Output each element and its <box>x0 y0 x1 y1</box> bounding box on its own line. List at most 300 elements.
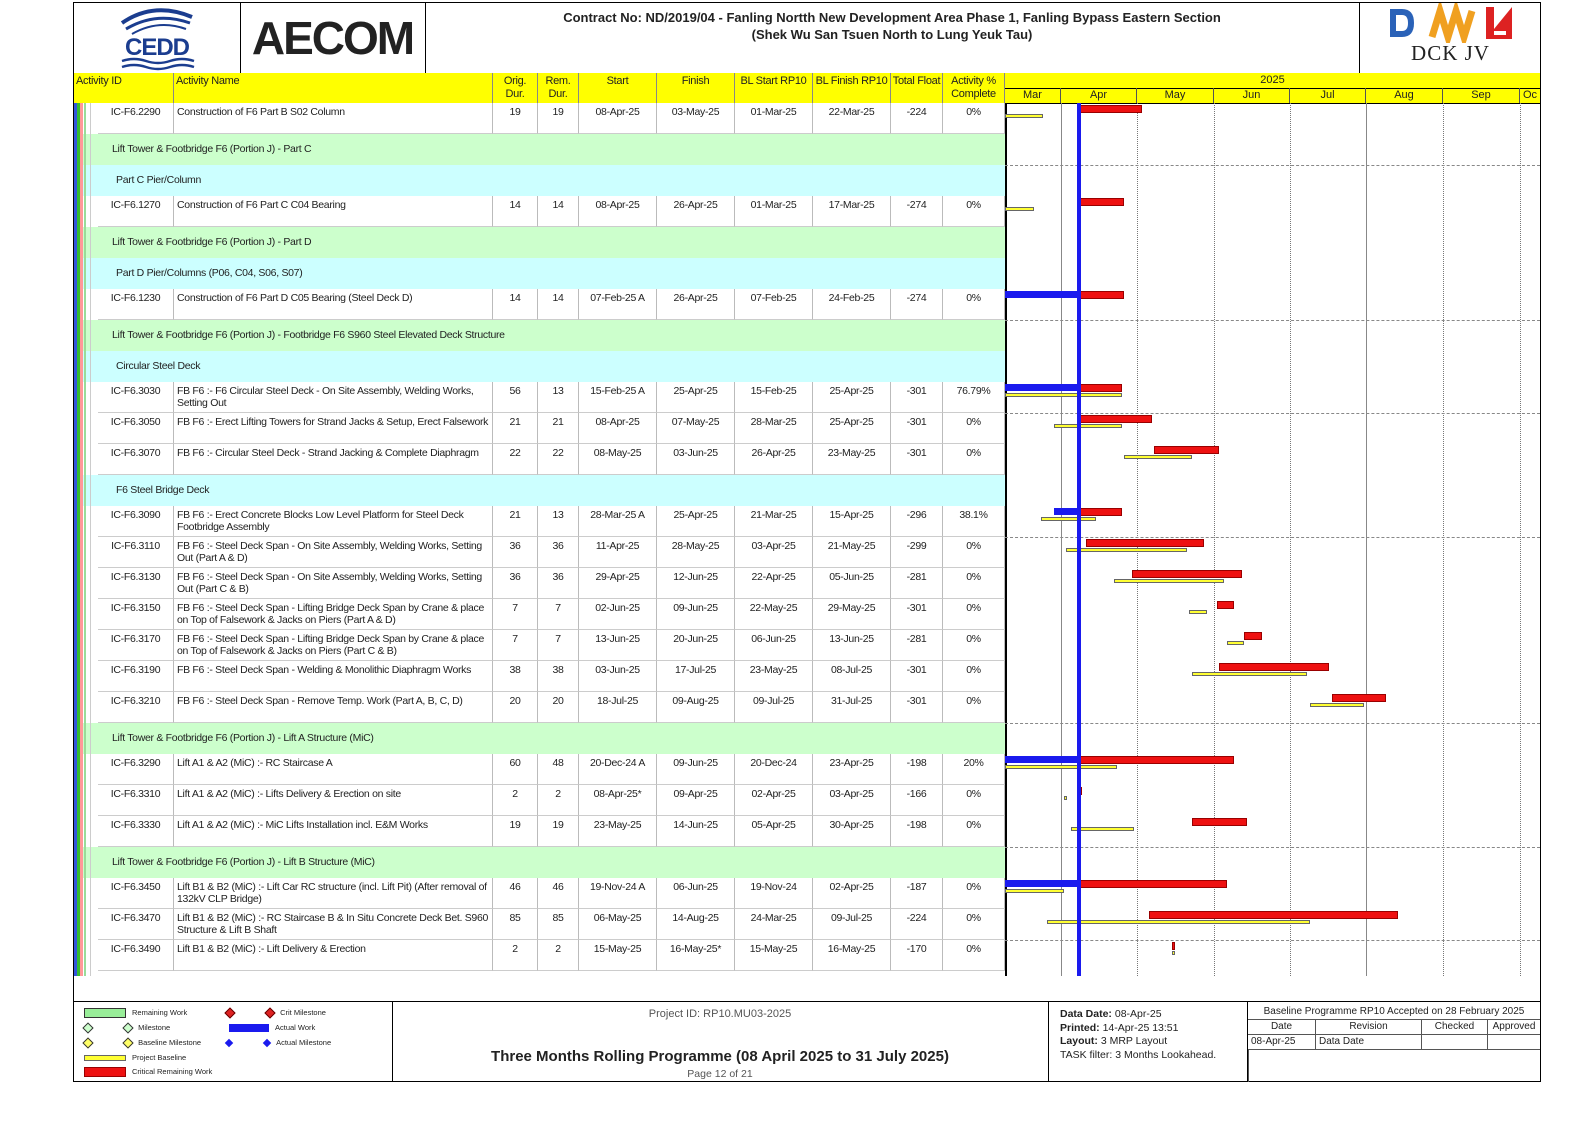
cell-tf: -301 <box>891 661 943 692</box>
cell-bls: 05-Apr-25 <box>735 816 813 847</box>
programme-sheet <box>73 2 1541 1082</box>
wbs-group-row <box>74 320 1005 351</box>
gantt-band-line <box>1005 723 1540 724</box>
cell-tf: -166 <box>891 785 943 816</box>
cell-name: Construction of F6 Part B S02 Column <box>174 103 493 134</box>
cell-pct: 0% <box>943 289 1005 320</box>
cell-start: 28-Mar-25 A <box>579 506 657 537</box>
cell-tf: -296 <box>891 506 943 537</box>
cell-tf: -224 <box>891 103 943 134</box>
cell-blf: 25-Apr-25 <box>813 413 891 444</box>
cell-orig: 21 <box>493 506 538 537</box>
cell-bls: 15-May-25 <box>735 940 813 971</box>
activity-row[interactable] <box>74 940 1005 971</box>
activity-row[interactable] <box>74 103 1005 134</box>
cell-finish: 03-Jun-25 <box>657 444 735 475</box>
activity-row[interactable] <box>74 878 1005 909</box>
cell-rem: 38 <box>538 661 579 692</box>
cell-bls: 02-Apr-25 <box>735 785 813 816</box>
cell-start: 15-Feb-25 A <box>579 382 657 413</box>
cell-name: FB F6 :- Steel Deck Span - On Site Assembly, Welding Works, Setting Out (Part C & B) <box>174 568 493 599</box>
column-header-row <box>74 73 1540 104</box>
cell-tf: -224 <box>891 909 943 940</box>
cell-finish: 26-Apr-25 <box>657 196 735 227</box>
col-activity-name: Activity Name <box>174 73 493 103</box>
layout-line: Layout: 3 MRP Layout <box>1060 1035 1168 1047</box>
cell-finish: 25-Apr-25 <box>657 382 735 413</box>
critical-remaining-bar <box>1079 384 1122 392</box>
cell-bls: 22-Apr-25 <box>735 568 813 599</box>
cell-tf: -170 <box>891 940 943 971</box>
cell-rem: 13 <box>538 382 579 413</box>
cell-pct: 0% <box>943 661 1005 692</box>
month-jul: Jul <box>1290 88 1366 103</box>
milestone-icon <box>82 1022 93 1033</box>
baseline-bar <box>1192 672 1308 676</box>
cell-pct: 0% <box>943 878 1005 909</box>
cell-start: 18-Jul-25 <box>579 692 657 723</box>
wbs-title: Lift Tower & Footbridge F6 (Portion J) - Footbridge F6 S960 Steel Elevated Deck Structure <box>112 329 505 341</box>
remaining-work-swatch <box>84 1008 126 1018</box>
baseline-bar <box>1310 703 1364 707</box>
cell-name: Lift B1 & B2 (MiC) :- Lift Delivery & Erection <box>174 940 493 971</box>
wbs-stripe-lightgreen <box>84 103 86 976</box>
baseline-bar <box>1005 114 1043 118</box>
svg-text:CEDD: CEDD <box>124 34 190 61</box>
cell-rem: 22 <box>538 444 579 475</box>
cell-rem: 85 <box>538 909 579 940</box>
cell-bls: 03-Apr-25 <box>735 537 813 568</box>
cell-start: 13-Jun-25 <box>579 630 657 661</box>
cell-bls: 09-Jul-25 <box>735 692 813 723</box>
cell-finish: 09-Apr-25 <box>657 785 735 816</box>
month-mar: Mar <box>1005 88 1061 103</box>
cedd-logo <box>74 3 241 73</box>
cell-bls: 01-Mar-25 <box>735 103 813 134</box>
gantt-band-line <box>1005 165 1540 166</box>
cell-name: FB F6 :- Steel Deck Span - Lifting Bridge Deck Span by Crane & place on Top of Falsework & Jacks on Piers (Part A & D) <box>174 599 493 630</box>
cell-orig: 36 <box>493 537 538 568</box>
actual-work-swatch <box>229 1024 269 1032</box>
cell-pct: 0% <box>943 413 1005 444</box>
cell-start: 23-May-25 <box>579 816 657 847</box>
gantt-band-line <box>1005 940 1540 941</box>
cell-tf: -301 <box>891 413 943 444</box>
programme-title: Three Months Rolling Programme (08 April 2025 to 31 July 2025) <box>491 1048 949 1065</box>
activity-row[interactable] <box>74 661 1005 692</box>
crit-milestone-icon <box>224 1007 235 1018</box>
dck-emblem-icon <box>1360 3 1541 43</box>
wbs-title: Part C Pier/Column <box>116 174 202 186</box>
gantt-month-gridline <box>1443 103 1444 976</box>
cell-pct: 0% <box>943 444 1005 475</box>
cell-finish: 09-Jun-25 <box>657 599 735 630</box>
cell-id: IC-F6.1230 <box>98 289 174 320</box>
critical-remaining-bar <box>1079 880 1227 888</box>
contract-title <box>425 3 1359 73</box>
activity-row[interactable] <box>74 196 1005 227</box>
cell-finish: 20-Jun-25 <box>657 630 735 661</box>
wbs-title: F6 Steel Bridge Deck <box>116 484 210 496</box>
aecom-logo: AECOM <box>240 3 426 73</box>
actual-milestone-icon <box>225 1039 233 1047</box>
actual-work-bar <box>1005 384 1079 391</box>
wbs-group-row <box>74 227 1005 258</box>
cell-pct: 0% <box>943 816 1005 847</box>
cell-start: 19-Nov-24 A <box>579 878 657 909</box>
cell-id: IC-F6.2290 <box>98 103 174 134</box>
activity-row[interactable] <box>74 568 1005 599</box>
cell-blf: 21-May-25 <box>813 537 891 568</box>
cell-start: 08-Apr-25* <box>579 785 657 816</box>
cell-start: 15-May-25 <box>579 940 657 971</box>
cell-bls: 06-Jun-25 <box>735 630 813 661</box>
cell-rem: 14 <box>538 196 579 227</box>
cell-bls: 21-Mar-25 <box>735 506 813 537</box>
cell-name: FB F6 :- Steel Deck Span - On Site Assembly, Welding Works, Setting Out (Part A & D) <box>174 537 493 568</box>
cell-orig: 38 <box>493 661 538 692</box>
cell-name: Lift A1 & A2 (MiC) :- MiC Lifts Installation incl. E&M Works <box>174 816 493 847</box>
cell-name: Lift A1 & A2 (MiC) :- RC Staircase A <box>174 754 493 785</box>
critical-remaining-bar <box>1079 508 1122 516</box>
critical-remaining-bar <box>1244 632 1262 640</box>
cell-start: 08-May-25 <box>579 444 657 475</box>
cell-rem: 7 <box>538 599 579 630</box>
cell-finish: 09-Aug-25 <box>657 692 735 723</box>
col-bl-start: BL Start RP10 <box>735 73 813 103</box>
activity-row[interactable] <box>74 382 1005 413</box>
cell-bls: 26-Apr-25 <box>735 444 813 475</box>
gantt-chart <box>1005 103 1541 976</box>
baseline-bar <box>1066 548 1187 552</box>
cell-rem: 48 <box>538 754 579 785</box>
baseline-bar <box>1041 517 1096 521</box>
cell-id: IC-F6.3470 <box>98 909 174 940</box>
activity-row[interactable] <box>74 754 1005 785</box>
cell-start: 02-Jun-25 <box>579 599 657 630</box>
cell-rem: 36 <box>538 537 579 568</box>
cell-rem: 13 <box>538 506 579 537</box>
actual-work-bar <box>1005 756 1079 763</box>
gantt-month-gridline <box>1366 103 1367 976</box>
cell-finish: 17-Jul-25 <box>657 661 735 692</box>
project-info <box>392 1002 1049 1082</box>
month-may: May <box>1137 88 1214 103</box>
cell-orig: 14 <box>493 289 538 320</box>
critical-remaining-bar <box>1149 911 1398 919</box>
critical-remaining-bar <box>1079 291 1125 299</box>
wbs-subgroup-row <box>74 475 1005 506</box>
cell-start: 20-Dec-24 A <box>579 754 657 785</box>
critical-remaining-bar <box>1086 539 1204 547</box>
data-date-line <box>1077 103 1081 976</box>
cell-bls: 20-Dec-24 <box>735 754 813 785</box>
cell-tf: -187 <box>891 878 943 909</box>
cell-bls: 07-Feb-25 <box>735 289 813 320</box>
cell-blf: 23-Apr-25 <box>813 754 891 785</box>
cell-orig: 7 <box>493 630 538 661</box>
cell-id: IC-F6.3150 <box>98 599 174 630</box>
col-activity-id: Activity ID <box>74 73 174 103</box>
cell-rem: 2 <box>538 940 579 971</box>
critical-remaining-bar <box>1154 446 1219 454</box>
cell-id: IC-F6.3170 <box>98 630 174 661</box>
cell-start: 06-May-25 <box>579 909 657 940</box>
critical-remaining-bar <box>1332 694 1386 702</box>
cell-finish: 26-Apr-25 <box>657 289 735 320</box>
cell-orig: 19 <box>493 816 538 847</box>
activity-row[interactable] <box>74 692 1005 723</box>
cell-name: FB F6 :- Steel Deck Span - Welding & Monolithic Diaphragm Works <box>174 661 493 692</box>
cell-pct: 0% <box>943 568 1005 599</box>
cell-id: IC-F6.3290 <box>98 754 174 785</box>
month-apr: Apr <box>1061 88 1137 103</box>
cell-orig: 21 <box>493 413 538 444</box>
cell-tf: -281 <box>891 568 943 599</box>
cell-rem: 2 <box>538 785 579 816</box>
activity-row[interactable] <box>74 816 1005 847</box>
cell-id: IC-F6.3050 <box>98 413 174 444</box>
baseline-bar <box>1005 207 1034 211</box>
wbs-title: Lift Tower & Footbridge F6 (Portion J) - Lift B Structure (MiC) <box>112 856 375 868</box>
cell-pct: 38.1% <box>943 506 1005 537</box>
wbs-subgroup-row <box>74 351 1005 382</box>
cell-finish: 09-Jun-25 <box>657 754 735 785</box>
cell-bls: 01-Mar-25 <box>735 196 813 227</box>
month-sep: Sep <box>1443 88 1520 103</box>
wbs-title: Lift Tower & Footbridge F6 (Portion J) - Part D <box>112 236 312 248</box>
cell-pct: 0% <box>943 940 1005 971</box>
cell-blf: 24-Feb-25 <box>813 289 891 320</box>
cell-tf: -301 <box>891 444 943 475</box>
cell-name: FB F6 :- Steel Deck Span - Lifting Bridge Deck Span by Crane & place on Top of Falsework & Jacks on Piers (Part C & B) <box>174 630 493 661</box>
cell-id: IC-F6.3490 <box>98 940 174 971</box>
cell-id: IC-F6.3210 <box>98 692 174 723</box>
cell-blf: 16-May-25 <box>813 940 891 971</box>
gantt-band-line <box>1005 413 1540 414</box>
critical-remaining-bar <box>1079 198 1125 206</box>
cell-blf: 23-May-25 <box>813 444 891 475</box>
cell-start: 11-Apr-25 <box>579 537 657 568</box>
cell-blf: 17-Mar-25 <box>813 196 891 227</box>
project-baseline-swatch <box>84 1055 126 1061</box>
cell-pct: 0% <box>943 692 1005 723</box>
baseline-note-row: Baseline Programme RP10 Accepted on 28 February 2025 <box>1248 1004 1540 1020</box>
critical-remaining-bar <box>1079 415 1152 423</box>
baseline-milestone-icon <box>82 1037 93 1048</box>
gantt-band-line <box>1005 537 1540 538</box>
cell-finish: 03-May-25 <box>657 103 735 134</box>
baseline-bar <box>1054 424 1122 428</box>
contract-line-1: Contract No: ND/2019/04 - Fanling Nortth New Development Area Phase 1, Fanling Bypass Eastern Section <box>563 10 1221 25</box>
wbs-group-row <box>74 847 1005 878</box>
cell-id: IC-F6.3110 <box>98 537 174 568</box>
cell-blf: 25-Apr-25 <box>813 382 891 413</box>
month-oc: Oc <box>1522 89 1538 101</box>
cell-bls: 15-Feb-25 <box>735 382 813 413</box>
baseline-bar <box>1189 610 1206 614</box>
cell-finish: 12-Jun-25 <box>657 568 735 599</box>
cell-blf: 15-Apr-25 <box>813 506 891 537</box>
cell-pct: 0% <box>943 103 1005 134</box>
cell-orig: 14 <box>493 196 538 227</box>
baseline-bar <box>1227 641 1245 645</box>
cell-blf: 08-Jul-25 <box>813 661 891 692</box>
cell-blf: 30-Apr-25 <box>813 816 891 847</box>
cell-orig: 36 <box>493 568 538 599</box>
actual-work-bar <box>1005 291 1079 298</box>
cell-orig: 20 <box>493 692 538 723</box>
activity-table <box>74 103 1007 976</box>
cell-blf: 31-Jul-25 <box>813 692 891 723</box>
cell-blf: 05-Jun-25 <box>813 568 891 599</box>
activity-row[interactable] <box>74 537 1005 568</box>
cell-start: 08-Apr-25 <box>579 413 657 444</box>
cell-tf: -274 <box>891 289 943 320</box>
cell-bls: 28-Mar-25 <box>735 413 813 444</box>
cell-orig: 46 <box>493 878 538 909</box>
activity-row[interactable] <box>74 289 1005 320</box>
cell-tf: -274 <box>891 196 943 227</box>
activity-row[interactable] <box>74 630 1005 661</box>
legend-project-baseline: Project Baseline <box>84 1053 186 1062</box>
cell-blf: 09-Jul-25 <box>813 909 891 940</box>
legend-remaining-work: Remaining Work <box>84 1008 187 1018</box>
critical-remaining-bar <box>1219 663 1329 671</box>
baseline-bar <box>1005 765 1117 769</box>
baseline-bar <box>1124 455 1191 459</box>
cell-bls: 23-May-25 <box>735 661 813 692</box>
cell-rem: 36 <box>538 568 579 599</box>
wbs-title: Lift Tower & Footbridge F6 (Portion J) - Part C <box>112 143 312 155</box>
col-orig-dur: Orig. Dur. <box>493 73 538 103</box>
cell-orig: 2 <box>493 785 538 816</box>
cell-id: IC-F6.3090 <box>98 506 174 537</box>
gantt-band-line <box>1005 320 1540 321</box>
legend-actual-milestone: Actual Milestone <box>226 1038 331 1047</box>
cell-name: Lift B1 & B2 (MiC) :- Lift Car RC structure (incl. Lift Pit) (After removal of 132kV CLP Bridge) <box>174 878 493 909</box>
wbs-title: Lift Tower & Footbridge F6 (Portion J) - Lift A Structure (MiC) <box>112 732 374 744</box>
cell-start: 29-Apr-25 <box>579 568 657 599</box>
critical-remaining-bar <box>1079 105 1142 113</box>
legend-critical-remaining-work: Critical Remaining Work <box>84 1067 212 1077</box>
gantt-month-gridline <box>1061 103 1062 976</box>
cell-name: FB F6 :- Erect Concrete Blocks Low Level Platform for Steel Deck Footbridge Assembly <box>174 506 493 537</box>
cell-id: IC-F6.3330 <box>98 816 174 847</box>
cell-rem: 14 <box>538 289 579 320</box>
cell-blf: 29-May-25 <box>813 599 891 630</box>
actual-work-bar <box>1005 880 1079 887</box>
revision-row: 08-Apr-25 Data Date <box>1248 1034 1540 1050</box>
print-info <box>1048 1002 1248 1082</box>
legend-baseline-milestone: Baseline Milestone <box>84 1038 201 1047</box>
cell-tf: -301 <box>891 382 943 413</box>
revision-table <box>1248 1002 1540 1082</box>
cell-pct: 0% <box>943 599 1005 630</box>
cell-start: 07-Feb-25 A <box>579 289 657 320</box>
cell-name: FB F6 :- Erect Lifting Towers for Strand Jacks & Setup, Erect Falsework <box>174 413 493 444</box>
activity-row[interactable] <box>74 413 1005 444</box>
baseline-bar <box>1047 920 1310 924</box>
wbs-title: Circular Steel Deck <box>116 360 201 372</box>
cell-pct: 0% <box>943 909 1005 940</box>
cell-blf: 22-Mar-25 <box>813 103 891 134</box>
baseline-bar <box>1172 951 1175 955</box>
cell-id: IC-F6.3030 <box>98 382 174 413</box>
cell-id: IC-F6.3070 <box>98 444 174 475</box>
col-finish: Finish <box>657 73 735 103</box>
activity-row[interactable] <box>74 506 1005 537</box>
cell-rem: 7 <box>538 630 579 661</box>
revision-header-row: Date Revision Checked Approved <box>1248 1019 1540 1035</box>
activity-row[interactable] <box>74 444 1005 475</box>
task-filter: TASK filter: 3 Months Lookahead. <box>1060 1048 1217 1061</box>
cell-bls: 22-May-25 <box>735 599 813 630</box>
baseline-milestone-icon <box>122 1037 133 1048</box>
wbs-subgroup-row <box>74 165 1005 196</box>
milestone-icon <box>122 1022 133 1033</box>
month-jun: Jun <box>1214 88 1290 103</box>
gantt-month-gridline <box>1214 103 1215 976</box>
timeline-year: 2025 <box>1005 73 1540 89</box>
wbs-subgroup-row <box>74 258 1005 289</box>
col-start: Start <box>579 73 657 103</box>
cell-finish: 14-Jun-25 <box>657 816 735 847</box>
data-date-line: Data Date: 08-Apr-25 <box>1060 1008 1162 1020</box>
activity-row[interactable] <box>74 785 1005 816</box>
cell-rem: 46 <box>538 878 579 909</box>
cell-pct: 20% <box>943 754 1005 785</box>
legend-actual-work: Actual Work <box>229 1023 315 1032</box>
activity-row[interactable] <box>74 599 1005 630</box>
actual-milestone-icon <box>263 1039 271 1047</box>
actual-work-bar <box>1054 508 1079 515</box>
cell-name: Lift A1 & A2 (MiC) :- Lifts Delivery & Erection on site <box>174 785 493 816</box>
cell-name: Construction of F6 Part C C04 Bearing <box>174 196 493 227</box>
cell-orig: 85 <box>493 909 538 940</box>
cell-finish: 25-Apr-25 <box>657 506 735 537</box>
wbs-stripe-grey <box>90 103 91 976</box>
col-total-float: Total Float <box>891 73 943 103</box>
cell-orig: 60 <box>493 754 538 785</box>
wbs-title: Part D Pier/Columns (P06, C04, S06, S07) <box>116 267 303 279</box>
cell-orig: 2 <box>493 940 538 971</box>
cell-pct: 0% <box>943 196 1005 227</box>
cell-rem: 19 <box>538 103 579 134</box>
cell-pct: 0% <box>943 630 1005 661</box>
cell-rem: 19 <box>538 816 579 847</box>
cell-bls: 24-Mar-25 <box>735 909 813 940</box>
cell-id: IC-F6.1270 <box>98 196 174 227</box>
crit-milestone-icon <box>264 1007 275 1018</box>
cell-id: IC-F6.3130 <box>98 568 174 599</box>
legend <box>74 1002 393 1082</box>
cell-start: 08-Apr-25 <box>579 196 657 227</box>
cell-tf: -198 <box>891 816 943 847</box>
critical-remaining-bar <box>1217 601 1235 609</box>
activity-row[interactable] <box>74 909 1005 940</box>
cell-id: IC-F6.3190 <box>98 661 174 692</box>
cell-tf: -198 <box>891 754 943 785</box>
cell-tf: -281 <box>891 630 943 661</box>
baseline-bar <box>1064 796 1067 800</box>
cell-pct: 0% <box>943 785 1005 816</box>
cell-bls: 19-Nov-24 <box>735 878 813 909</box>
critical-remaining-bar <box>1132 570 1242 578</box>
cell-finish: 07-May-25 <box>657 413 735 444</box>
printed-line: Printed: 14-Apr-25 13:51 <box>1060 1021 1179 1034</box>
legend-milestone: Milestone <box>84 1023 170 1032</box>
